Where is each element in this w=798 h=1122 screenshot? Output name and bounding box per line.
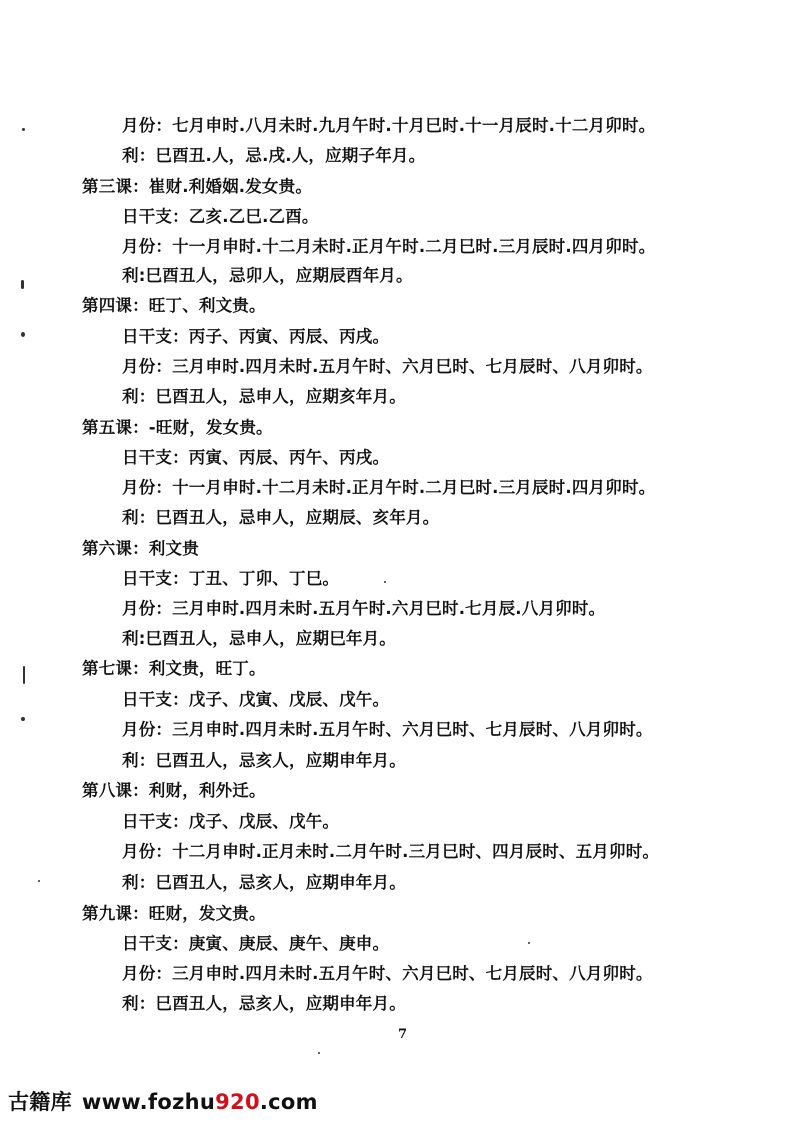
site-url: [82, 1090, 318, 1114]
text-line: 月份：七月申时.八月未时.九月午时.十月巳时.十一月辰时.十二月卯时。: [122, 116, 656, 135]
text-line: 利：巳酉丑人，忌亥人，应期申年月。: [122, 873, 406, 892]
text-line: 月份：三月申时.四月未时.五月午时、六月巳时、七月辰时、八月卯时。: [122, 357, 653, 376]
lesson-heading: 第八课：利财，利外迁。: [82, 781, 266, 800]
text-line: 月份：十二月申时.正月未时.二月午时.三月巳时、四月辰时、五月卯时。: [122, 842, 660, 861]
text-line: 利：巳酉丑人，忌亥人，应期申年月。: [122, 751, 406, 770]
text-line: 利：巳酉丑人，忌申人，应期亥年月。: [122, 387, 406, 406]
text-line: 利：巳酉丑.人，忌.戌.人，应期子年月。: [122, 146, 426, 165]
site-name: 古籍库: [8, 1090, 72, 1114]
lesson-heading: 第三课：崔财.利婚姻.发女贵。: [82, 177, 313, 196]
lesson-heading: 第七课：利文贵，旺丁。: [82, 659, 266, 678]
url-number: 920: [215, 1090, 260, 1114]
text-line: 日干支：丙寅、丙辰、丙午、丙戌。: [122, 448, 390, 467]
text-line: 利：巳酉丑人，忌申人，应期辰、亥年月。: [122, 508, 440, 527]
scan-speck: [23, 666, 25, 684]
scan-speck: [21, 717, 25, 721]
text-line: 月份：三月申时.四月未时.五月午时、六月巳时、七月辰时、八月卯时。: [122, 964, 653, 983]
lesson-heading: 第四课：旺丁、利文贵。: [82, 296, 266, 315]
text-line: 月份：三月申时.四月未时.五月午时.六月巳时.七月辰.八月卯时。: [122, 599, 606, 618]
text-line: 月份：十一月申时.十二月未时.正月午时.二月巳时.三月辰时.四月卯时。: [122, 237, 656, 256]
url-prefix: www.fozhu: [81, 1090, 216, 1114]
scan-speck: [21, 280, 24, 289]
scan-speck: [21, 332, 25, 337]
text-line: 月份：十一月申时.十二月未时.正月午时.二月巳时.三月辰时.四月卯时。: [122, 478, 656, 497]
text-line: 日干支：丁丑、丁卯、丁巳。: [122, 569, 340, 588]
scan-speck: [22, 128, 25, 131]
text-line: 利：巳酉丑人，忌亥人，应期申年月。: [122, 994, 406, 1013]
text-line: 日干支：戊子、戊辰、戊午。: [122, 812, 340, 831]
watermark-footer: [8, 1086, 318, 1116]
lesson-heading: 第九课：旺财，发文贵。: [82, 904, 266, 923]
text-line: 日干支：戊子、戊寅、戊辰、戊午。: [122, 690, 390, 709]
page-number: 7: [398, 1027, 408, 1042]
text-line: 利:巳酉丑人，忌申人，应期巳年月。: [122, 629, 396, 648]
scan-speck: [528, 942, 530, 944]
text-line: 日干支：丙子、丙寅、丙辰、丙戌。: [122, 327, 390, 346]
url-suffix: .com: [259, 1090, 318, 1114]
text-line: 日干支：乙亥.乙巳.乙酉。: [122, 207, 319, 226]
text-line: 利:巳酉丑人，忌卯人，应期辰酉年月。: [122, 266, 413, 285]
scan-speck: [318, 1052, 320, 1054]
scan-speck: [384, 581, 386, 583]
text-line: 月份：三月申时.四月未时.五月午时、六月巳时、七月辰时、八月卯时。: [122, 720, 653, 739]
text-line: 日干支：庚寅、庚辰、庚午、庚申。: [122, 934, 390, 953]
lesson-heading: 第五课：-旺财，发女贵。: [82, 418, 273, 437]
scan-speck: [38, 880, 40, 882]
lesson-heading: 第六课：利文贵: [82, 539, 199, 558]
